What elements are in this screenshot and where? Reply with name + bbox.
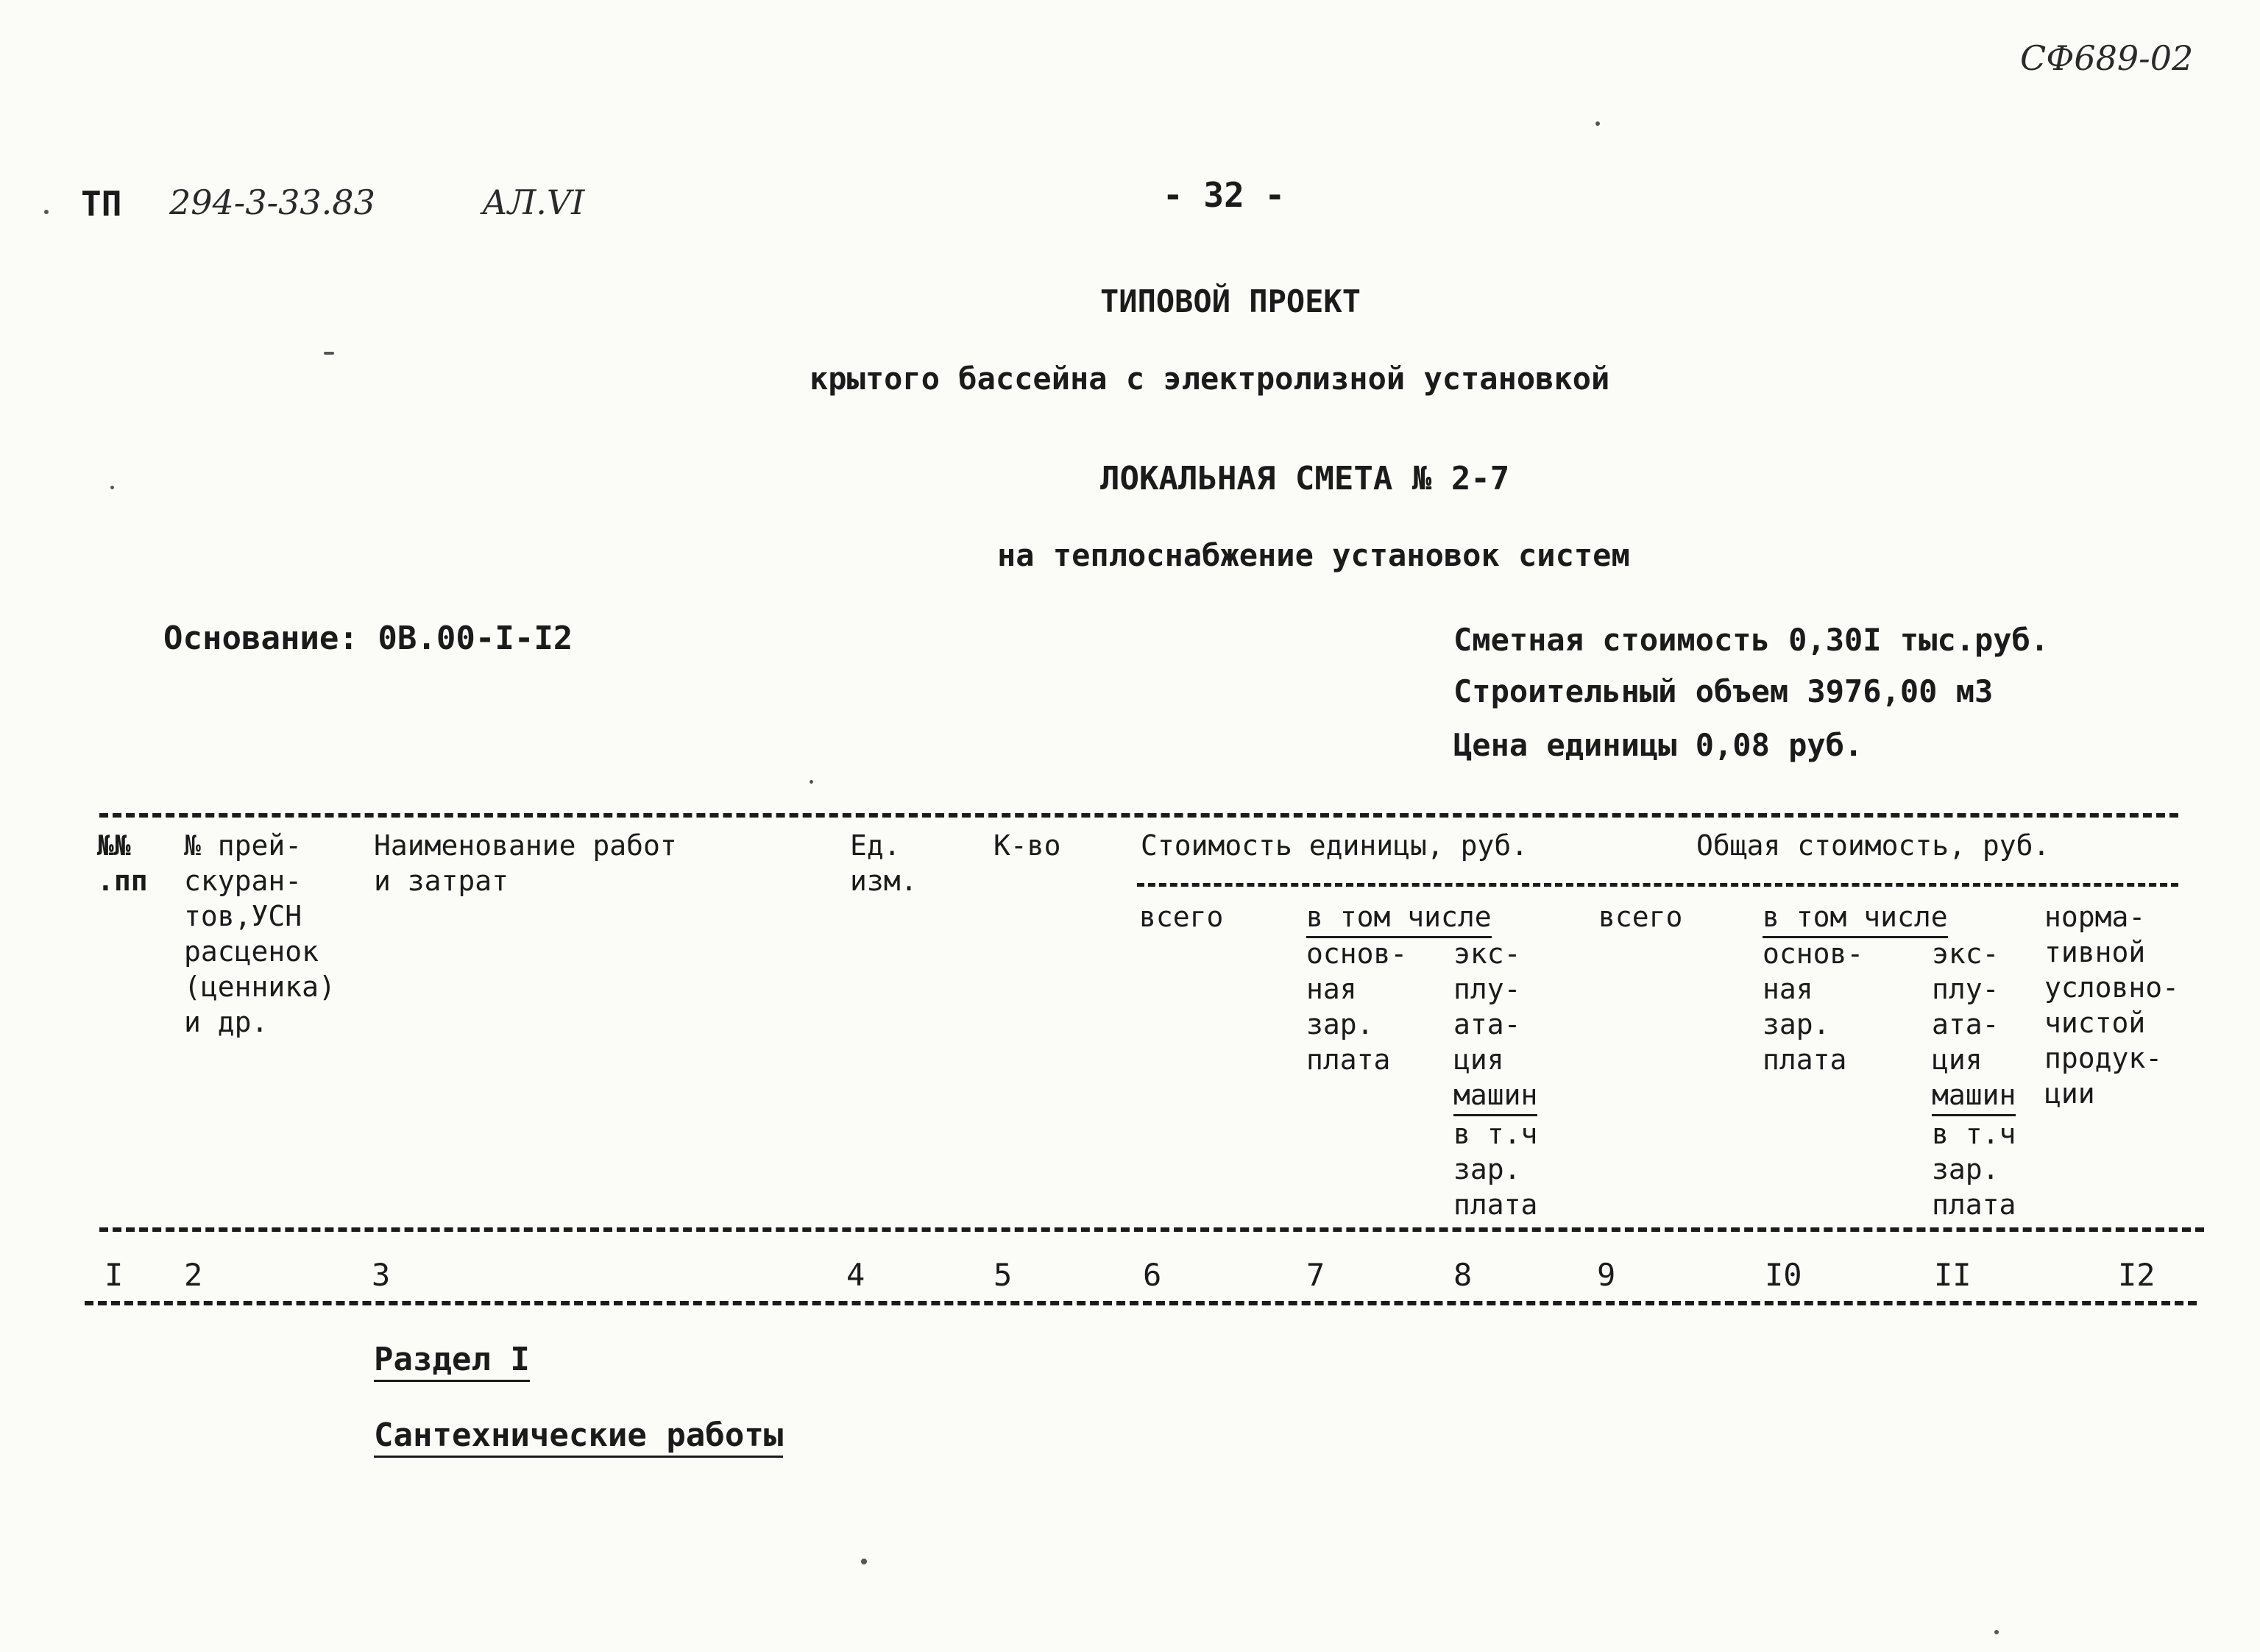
column-number-6: 6 (1143, 1257, 1162, 1293)
estimated-cost: Сметная стоимость 0,30I тыс.руб. (1453, 622, 2050, 658)
column-number-7: 7 (1306, 1257, 1325, 1293)
doc-code-number: 294-3-33.83 (169, 182, 375, 222)
column-number-4: 4 (846, 1257, 865, 1293)
column-number-3: 3 (372, 1257, 391, 1293)
doc-code-prefix: ТП (81, 184, 122, 224)
col-header-unit-total: всего (1139, 901, 1224, 933)
column-number-11: II (1934, 1257, 1972, 1293)
scan-speck (1994, 1630, 1999, 1634)
basis-text: Основание: 0В.00-I-I2 (163, 620, 573, 657)
col-header-total-including: в том числе (1763, 899, 1948, 938)
col-header-unit-machine-ops: экс- плу- ата- ция машин в т.ч зар. плата (1453, 937, 1538, 1221)
title-line-2: крытого бассейна с электролизной установкой (810, 361, 1610, 397)
column-number-9: 9 (1597, 1257, 1616, 1293)
scan-speck (324, 352, 334, 355)
col-header-grand-total: всего (1598, 901, 1683, 933)
col-header-work-name: Наименование работ и затрат (374, 829, 677, 897)
scan-speck (810, 780, 813, 784)
column-number-1: I (105, 1257, 124, 1293)
col-header-total-cost-group: Общая стоимость, руб. (1696, 829, 2050, 862)
column-number-2: 2 (184, 1257, 203, 1293)
column-number-10: I0 (1765, 1257, 1802, 1293)
table-subheader-rule (1137, 883, 2178, 887)
title-line-4: на теплоснабжение установок систем (997, 537, 1630, 573)
section-label: Раздел I (374, 1341, 530, 1382)
scan-speck (44, 210, 49, 214)
doc-code-album: АЛ.VI (482, 182, 585, 222)
unit-price: Цена единицы 0,08 руб. (1453, 727, 1863, 763)
table-top-rule (99, 813, 2178, 818)
col-header-price-list: № прей- скуран- тов,УСН расценок (ценника) и др. (184, 829, 336, 1038)
scan-speck (1595, 121, 1600, 126)
col-header-unit-main-wage: основ- ная зар. плата (1306, 937, 1408, 1076)
archive-stamp: СФ689-02 (2020, 38, 2194, 78)
col-header-total-machine-ops: экс- плу- ата- ция машин в т.ч зар. плата (1932, 937, 2016, 1221)
scan-speck (110, 486, 114, 489)
scan-speck (861, 1559, 867, 1564)
col-header-item-number: №№ .пп (97, 829, 148, 897)
table-header-bottom-rule (99, 1227, 2204, 1232)
title-line-3: ЛОКАЛЬНАЯ СМЕТА № 2-7 (1100, 460, 1510, 497)
col-header-total-main-wage: основ- ная зар. плата (1763, 937, 1864, 1076)
page-number: - 32 - (1163, 175, 1286, 215)
title-line-1: ТИПОВОЙ ПРОЕКТ (1100, 283, 1361, 319)
col-header-normative-product: норма- тивной условно- чистой продук- ции (2044, 901, 2180, 1110)
section-name: Сантехнические работы (374, 1417, 783, 1458)
col-header-unit-cost-group: Стоимость единицы, руб. (1141, 829, 1528, 862)
column-number-5: 5 (993, 1257, 1013, 1293)
building-volume: Строительный объем 3976,00 м3 (1453, 673, 1994, 709)
column-numbers-rule (85, 1301, 2197, 1305)
col-header-unit: Ед. изм. (850, 829, 918, 897)
col-header-quantity: К-во (993, 829, 1061, 862)
col-header-unit-including: в том числе (1306, 899, 1492, 938)
column-number-8: 8 (1453, 1257, 1473, 1293)
column-number-12: I2 (2118, 1257, 2155, 1293)
